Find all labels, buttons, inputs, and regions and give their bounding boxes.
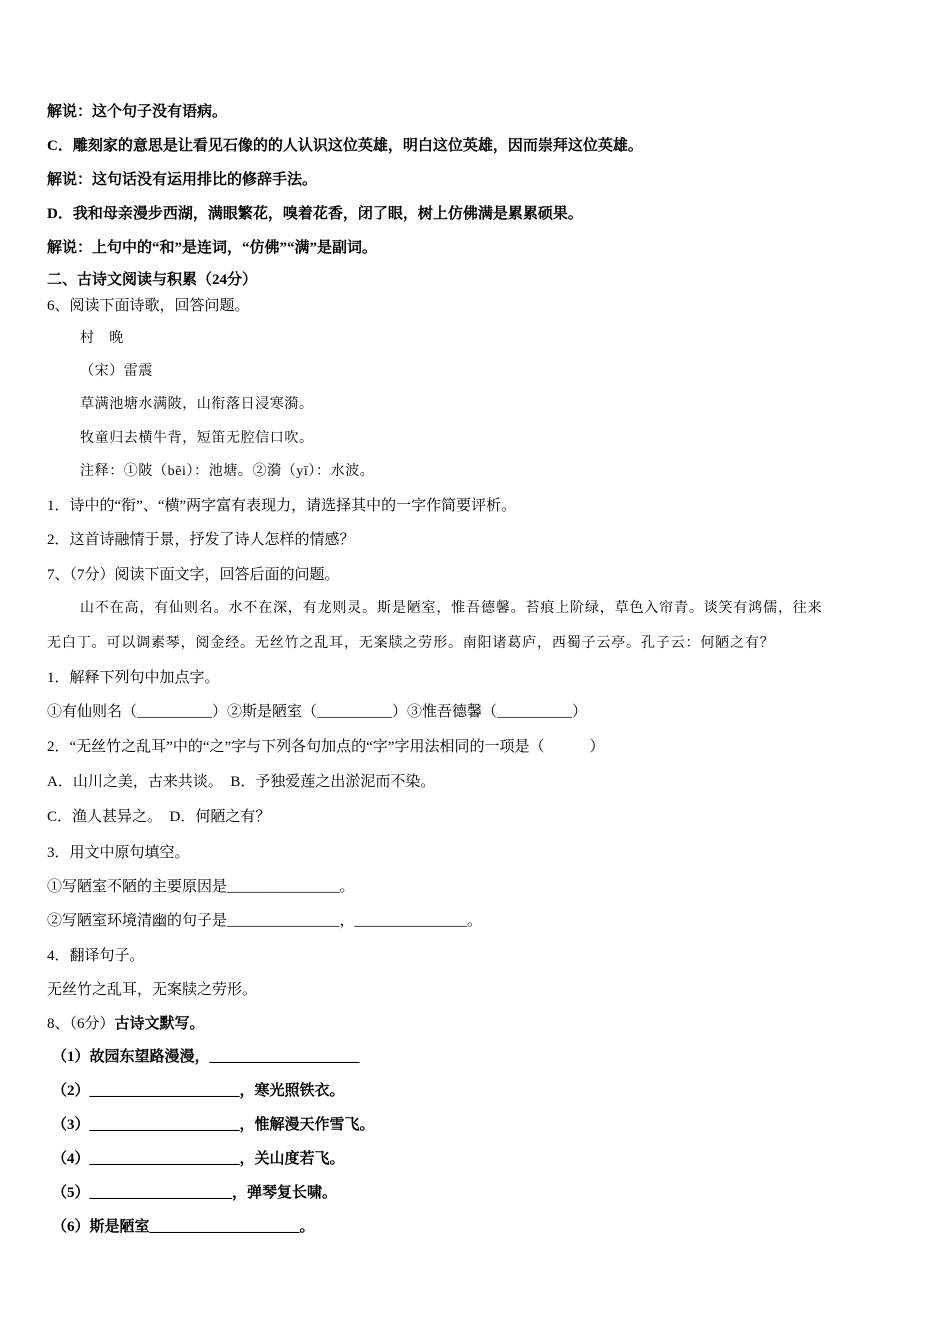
- passage-line-2: 无白丁。可以调素琴，阅金经。无丝竹之乱耳，无案牍之劳形。南阳诸葛庐，西蜀子云亭。孔子云：何陋之有？: [47, 636, 775, 651]
- poem-line-2: 牧童归去横牛背，短笛无腔信口吹。: [80, 431, 314, 446]
- poem-author: （宋）雷震: [80, 364, 153, 379]
- poem-line-1: 草满池塘水满陂，山衔落日浸寒漪。: [80, 397, 314, 412]
- option-c: C．雕刻家的意思是让看见石像的的人认识这位英雄，明白这位英雄，因而崇拜这位英雄。: [47, 138, 643, 154]
- question-7-2: 2．“无丝竹之乱耳”中的“之”字与下列各句加点的“字”字用法相同的一项是（ ）: [47, 739, 605, 755]
- recitation-item: （6）斯是陋室____________________。: [52, 1219, 315, 1235]
- question-7-4: 4．翻译句子。: [47, 948, 145, 964]
- question-8-intro: [47, 1014, 205, 1034]
- question-6-1: 1．诗中的“衔”、“横”两字富有表现力，请选择其中的一字作简要评析。: [47, 498, 517, 514]
- question-7-intro: 7、（7分）阅读下面文字，回答后面的问题。: [47, 567, 340, 583]
- recitation-item: （4）____________________，关山度若飞。: [52, 1151, 345, 1167]
- option-b-explanation: 解说：这个句子没有语病。: [47, 104, 228, 120]
- recitation-item: （1）故园东望路漫漫，____________________: [52, 1049, 360, 1065]
- question-6-intro: 6、阅读下面诗歌，回答问题。: [47, 298, 250, 314]
- option-d-explanation: 解说：上句中的“和”是连词，“仿佛”“满”是副词。: [47, 240, 378, 256]
- question-6-2: 2．这首诗融情于景，抒发了诗人怎样的情感？: [47, 532, 355, 548]
- recitation-item: （3）____________________，惟解漫天作雪飞。: [52, 1117, 375, 1133]
- question-8-prefix: 8、（6分）: [47, 1016, 115, 1032]
- question-7-2-options-ab: A．山川之美，古来共谈。 B．予独爱莲之出淤泥而不染。: [47, 774, 436, 790]
- recitation-item: （5）___________________，弹琴复长啸。: [52, 1185, 338, 1201]
- question-7-3-1: ①写陋室不陋的主要原因是_______________。: [47, 879, 355, 895]
- question-7-3-2: ②写陋室环境清幽的句子是_______________，_______________。: [47, 913, 483, 929]
- question-7-4-sentence: 无丝竹之乱耳，无案牍之劳形。: [47, 982, 258, 998]
- question-7-3: 3．用文中原句填空。: [47, 845, 190, 861]
- option-d: D．我和母亲漫步西湖，满眼繁花，嗅着花香，闭了眼，树上仿佛满是累累硕果。: [47, 206, 583, 222]
- question-7-1-items: ①有仙则名（__________）②斯是陋室（__________）③惟吾德馨（__________）: [47, 704, 588, 720]
- option-c-explanation: 解说：这句话没有运用排比的修辞手法。: [47, 172, 318, 188]
- poem-title: 村 晚: [80, 331, 124, 346]
- poem-note: 注释：①陂（bēi）：池塘。②漪（yī）：水波。: [80, 464, 375, 479]
- question-7-1: 1．解释下列句中加点字。: [47, 670, 220, 686]
- question-7-2-options-cd: C．渔人甚异之。 D．何陋之有？: [47, 809, 271, 825]
- passage-line-1: 山不在高，有仙则名。水不在深，有龙则灵。斯是陋室，惟吾德馨。苔痕上阶绿，草色入帘青。谈笑有鸿儒，往来: [80, 601, 823, 616]
- section-heading: 二、古诗文阅读与积累（24分）: [47, 272, 258, 288]
- recitation-item: （2）____________________，寒光照铁衣。: [52, 1083, 345, 1099]
- question-8-title: 古诗文默写。: [114, 1016, 205, 1032]
